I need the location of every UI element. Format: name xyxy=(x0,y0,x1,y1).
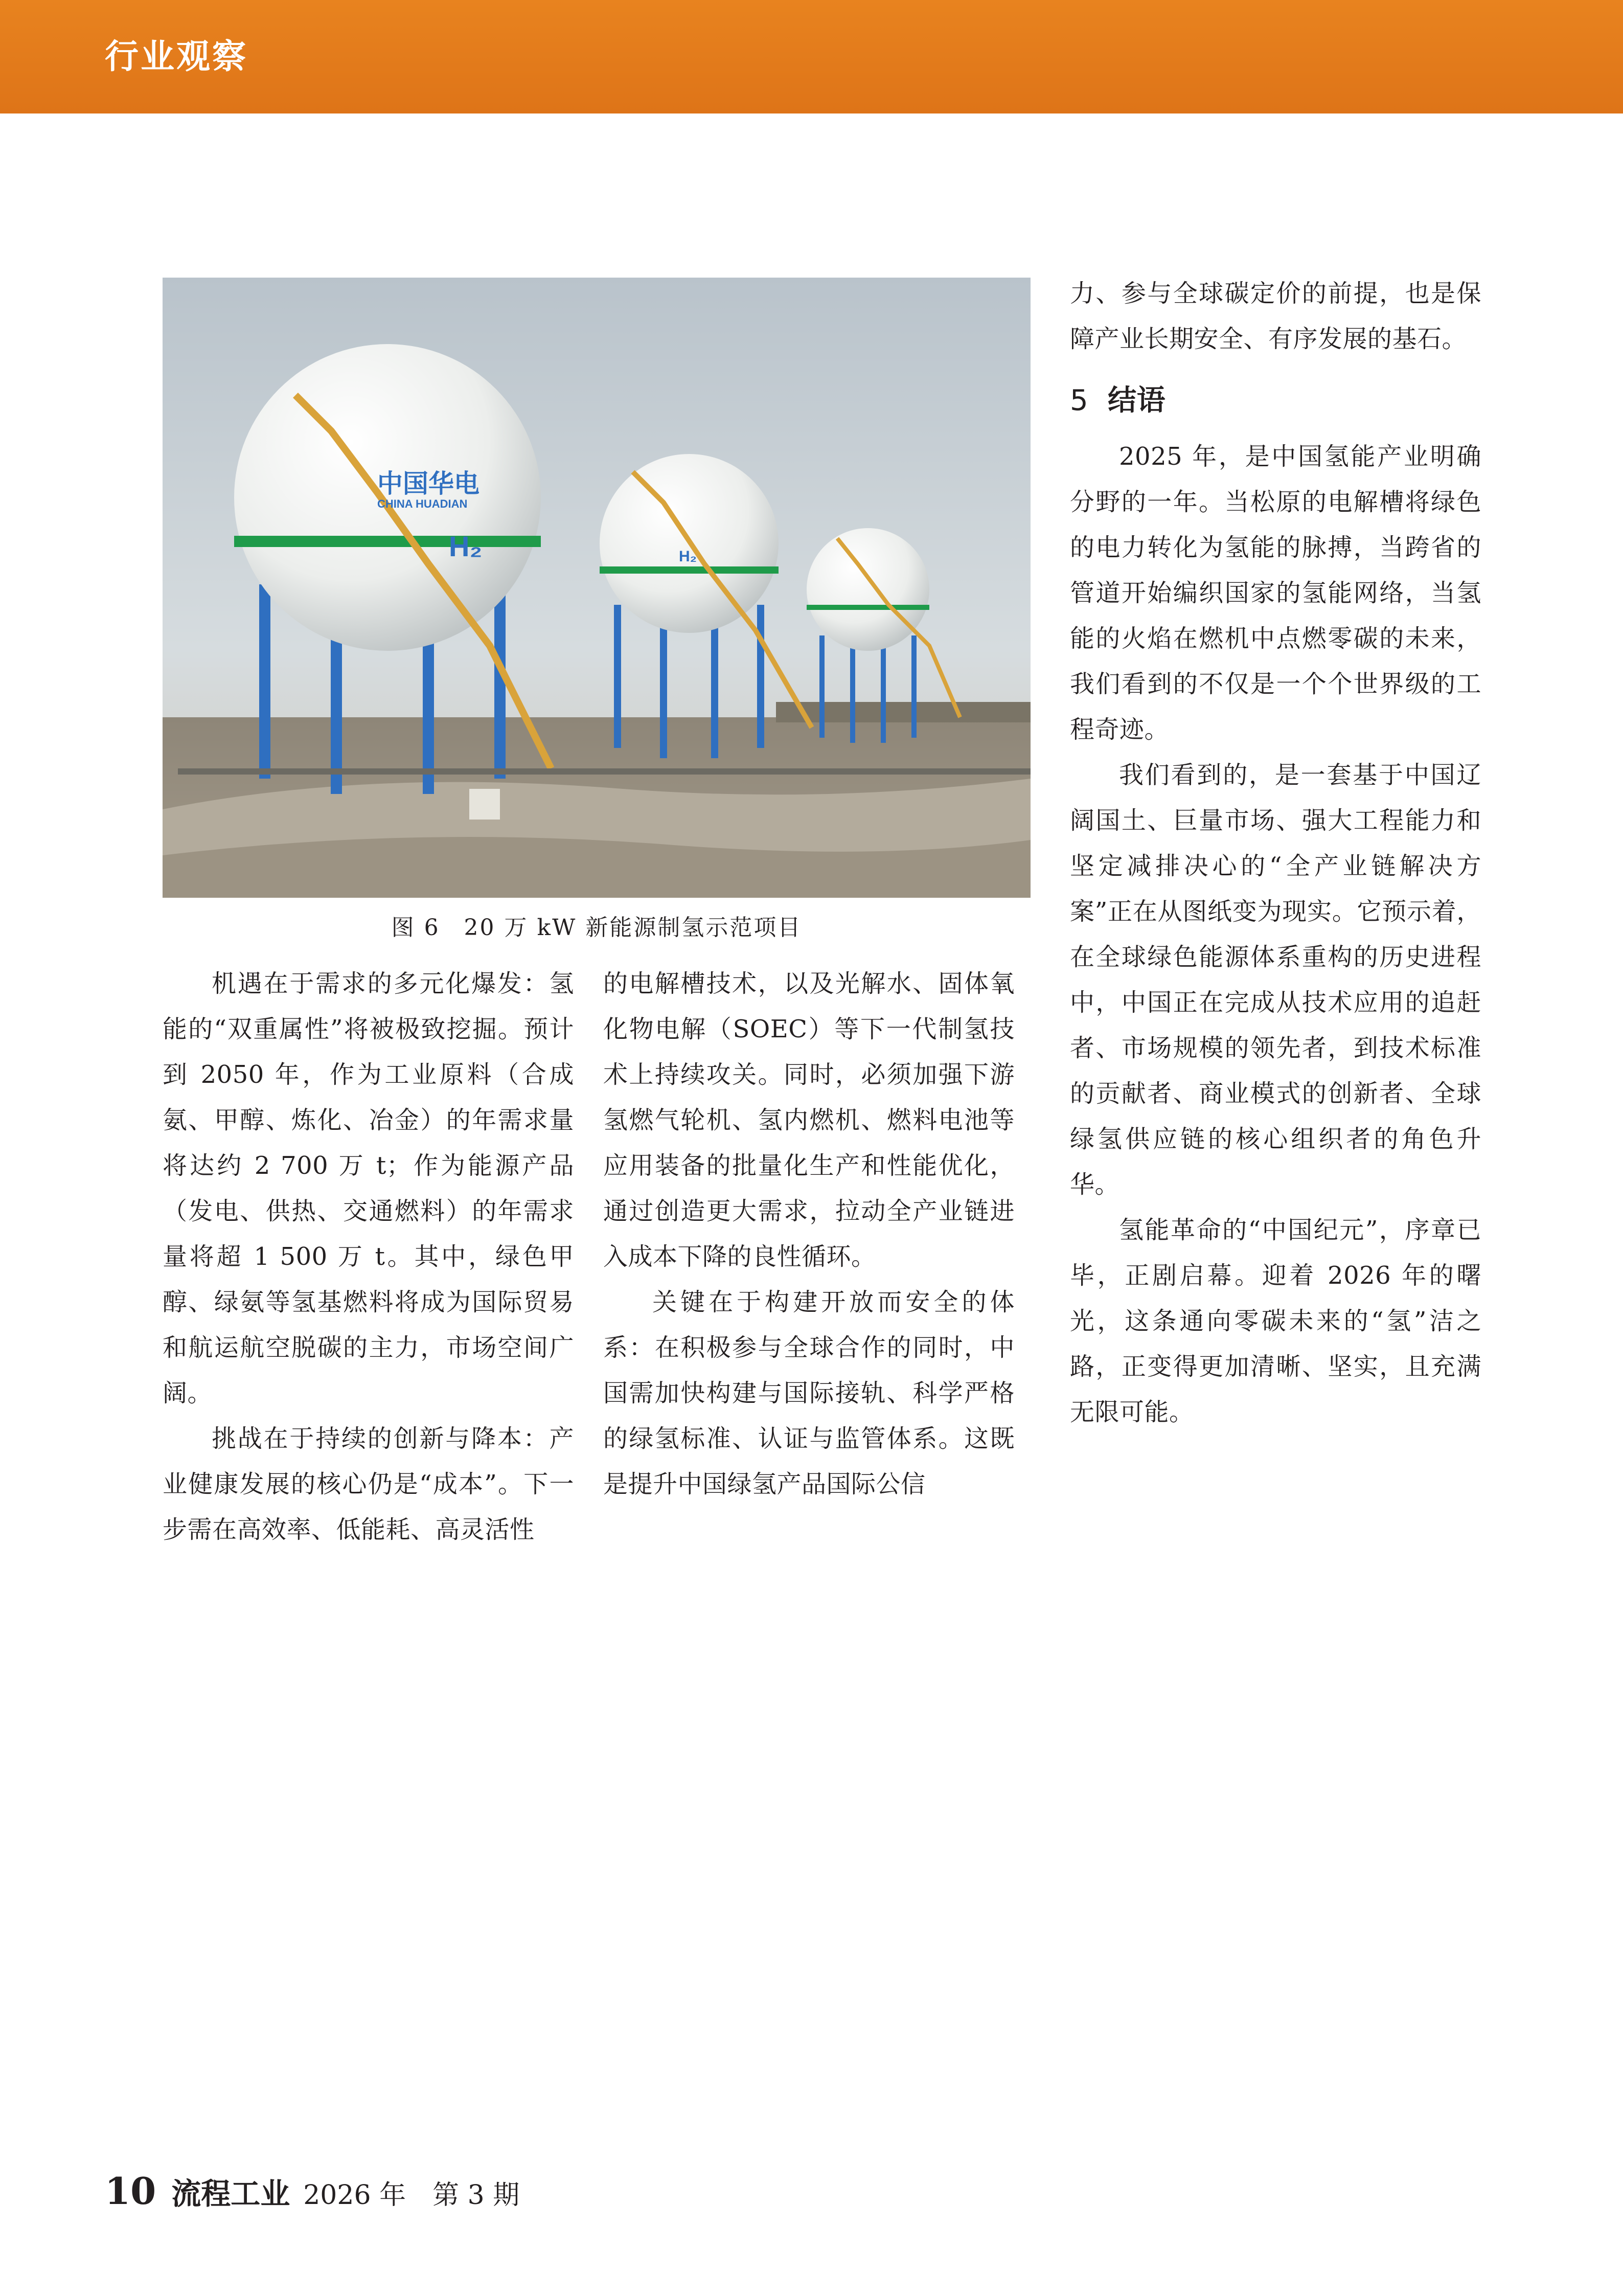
paragraph: 力、参与全球碳定价的前提，也是保障产业长期安全、有序发展的基石。 xyxy=(1070,279,1481,353)
svg-text:CHINA HUADIAN: CHINA HUADIAN xyxy=(377,497,468,510)
header-band xyxy=(0,0,1623,113)
paragraph: 关键在于构建开放而安全的体系：在积极参与全球合作的同时，中国需加快构建与国际接轨、科学严格的绿氢标准、认证与监管体系。这既是提升中国绿氢产品国际公信 xyxy=(603,1288,1015,1498)
svg-text:H₂: H₂ xyxy=(679,548,697,565)
page-number: 10 xyxy=(105,2169,156,2213)
page-footer xyxy=(105,2169,520,2213)
column-3 xyxy=(1070,271,1481,1435)
paragraph: 氢能革命的“中国纪元”，序章已毕，正剧启幕。迎着 2026 年的曙光，这条通向零碳未来的“氢”洁之路，正变得更加清晰、坚实，且充满无限可能。 xyxy=(1070,1216,1481,1427)
svg-text:H₂: H₂ xyxy=(449,530,483,562)
journal-name: 流程工业 xyxy=(171,2176,290,2211)
section-title-text: 结语 xyxy=(1108,384,1166,417)
paragraph: 机遇在于需求的多元化爆发：氢能的“双重属性”将被极致挖掘。预计到 2050 年，作为工业原料（合成氨、甲醇、炼化、冶金）的年需求量将达约 2 700 万 t；作为能源产品（发电、供热、交通燃料）的年需求量将超 1 500 万 t。其中，绿色甲醇、绿氨等氢基燃料将成为国际贸易和航运航空脱碳的主力，市场空间广阔。 xyxy=(163,969,574,1407)
paragraph: 的电解槽技术，以及光解水、固体氧化物电解（SOEC）等下一代制氢技术上持续攻关。同时，必须加强下游氢燃气轮机、氢内燃机、燃料电池等应用装备的批量化生产和性能优化，通过创造更大需求，拉动全产业链进入成本下降的良性循环。 xyxy=(603,969,1015,1271)
column-2 xyxy=(603,961,1015,1507)
issue-info: 2026 年 第 3 期 xyxy=(303,2180,520,2211)
paragraph: 挑战在于持续的创新与降本：产业健康发展的核心仍是“成本”。下一步需在高效率、低能耗、高灵活性 xyxy=(163,1424,574,1544)
section-heading xyxy=(1070,383,1481,418)
section-number: 5 xyxy=(1070,384,1089,417)
svg-text:中国华电: 中国华电 xyxy=(377,469,479,498)
column-1 xyxy=(163,961,574,1553)
paragraph: 我们看到的，是一套基于中国辽阔国土、巨量市场、强大工程能力和坚定减排决心的“全产业链解决方案”正在从图纸变为现实。它预示着，在全球绿色能源体系重构的历史进程中，中国正在完成从技术应用的追赶者、市场规模的领先者，到技术标准的贡献者、商业模式的创新者、全球绿氢供应链的核心组织者的角色升华。 xyxy=(1070,761,1481,1199)
figure-caption: 图 6 20 万 kW 新能源制氢示范项目 xyxy=(391,915,802,941)
paragraph: 2025 年，是中国氢能产业明确分野的一年。当松原的电解槽将绿色的电力转化为氢能的脉搏，当跨省的管道开始编织国家的氢能网络，当氢能的火焰在燃机中点燃零碳的未来，我们看到的不仅是一个个世界级的工程奇迹。 xyxy=(1070,442,1481,744)
section-title: 行业观察 xyxy=(105,37,248,76)
hydrogen-tanks-photo xyxy=(163,278,1031,898)
